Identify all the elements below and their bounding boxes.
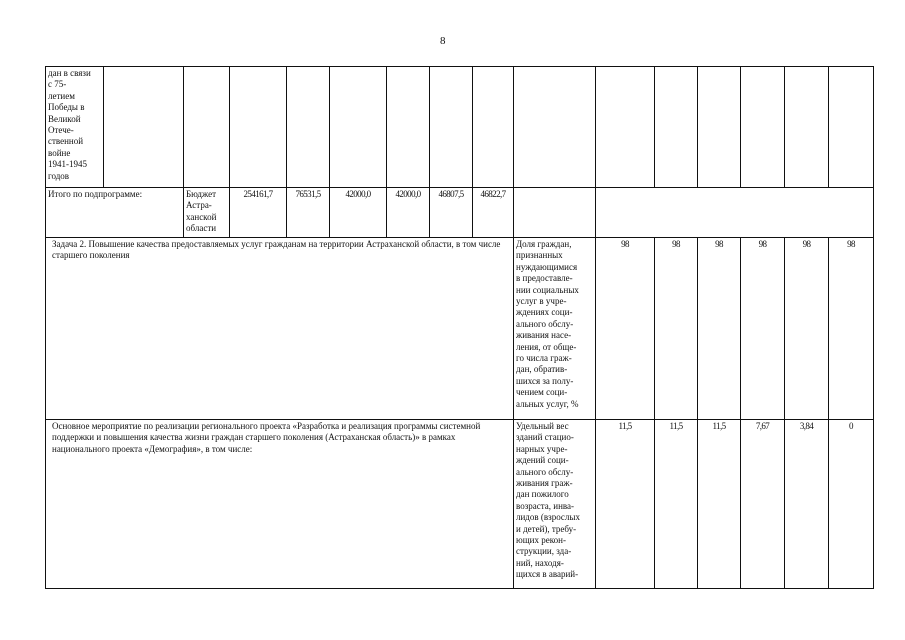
indicator-line: живания граж- (516, 478, 573, 489)
indicator-line: живания насе- (516, 330, 572, 341)
indicator-line: дан, обратив- (516, 364, 568, 375)
indicator-line: ждений соци- (516, 455, 569, 466)
task-2-indicator (516, 239, 595, 410)
subprogram-total-label: Итого по подпрограмме: (48, 189, 143, 199)
indicator-line: щихся в аварий- (516, 569, 579, 580)
task-2-value: 98 (802, 239, 811, 249)
page-number: 8 (440, 35, 446, 47)
row1-name (48, 68, 103, 182)
total-value: 76531,5 (295, 189, 321, 199)
row1-name-line: с 75- (48, 79, 67, 90)
total-value: 46822,7 (480, 189, 506, 199)
indicator-line: Удельный вес (516, 421, 569, 431)
funding-source-line: области (186, 223, 217, 234)
indicator-line: ждениях соци- (516, 307, 573, 318)
indicator-line: лидов (взрослых (516, 512, 580, 523)
task-2-value: 98 (672, 239, 680, 249)
row1-name-line: дан в связи (48, 68, 91, 78)
indicator-line: услуг в учре- (516, 296, 567, 307)
indicator-line: ления, от обще- (516, 341, 577, 352)
indicator-line: чением соци- (516, 387, 568, 398)
funding-source-line: Бюджет (186, 189, 217, 199)
funding-source (186, 189, 228, 235)
indicator-line: ний, находя- (516, 557, 564, 568)
row1-name-line: Отече- (48, 125, 74, 136)
row1-name-line: Великой (48, 113, 81, 124)
row1-name-line: ственной (48, 136, 84, 147)
row1-name-line: годов (48, 170, 70, 181)
indicator-line: нарных учре- (516, 443, 568, 454)
main-activity-value: 11,5 (669, 421, 683, 431)
indicator-line: признанных (516, 250, 563, 261)
indicator-line: нуждающимися (516, 261, 578, 272)
row1-name-line: войне (48, 147, 71, 158)
total-value: 254161,7 (243, 189, 273, 199)
task-2-value: 98 (758, 239, 767, 249)
task-2-description: Задача 2. Повышение качества предоставляемых услуг гражданам на территории Астраханской области, в том числе старшего поколения (52, 239, 501, 261)
indicator-line: зданий стацио- (516, 432, 574, 443)
funding-source-line: ханской (186, 211, 217, 222)
indicator-line: Доля граждан, (516, 239, 572, 249)
task-2-value: 98 (621, 239, 629, 249)
indicator-line: в предоставле- (516, 273, 573, 284)
main-activity-description: Основное мероприятие по реализации регионального проекта «Разработка и реализация программы системной поддержки и повышения качества жизни граждан старшего поколения (Астраханская область)» в рамках национального проекта «Демография», в том числе: (52, 421, 481, 454)
indicator-line: ального обслу- (516, 318, 574, 329)
total-value: 42000,0 (395, 189, 421, 199)
indicator-line: струкции, зда- (516, 546, 572, 557)
indicator-line: и детей), требу- (516, 523, 577, 534)
main-activity-value: 11,5 (618, 421, 632, 431)
indicator-line: нии социальных (516, 284, 579, 295)
task-2-value: 98 (847, 239, 855, 249)
task-2-value: 98 (715, 239, 723, 249)
indicator-line: ющих рекон- (516, 535, 566, 546)
total-value: 42000,0 (345, 189, 371, 199)
main-activity-value: 3,84 (799, 421, 814, 431)
indicator-line: альных услуг, % (516, 398, 579, 409)
row1-name-line: Победы в (48, 102, 85, 113)
main-activity-indicator (516, 421, 595, 581)
indicator-line: шихся за полу- (516, 375, 574, 386)
indicator-line: возраста, инва- (516, 500, 575, 511)
indicator-line: го числа граж- (516, 353, 572, 364)
funding-source-line: Астра- (186, 200, 212, 211)
total-value: 46807,5 (438, 189, 464, 199)
row1-name-line: 1941-1945 (48, 159, 87, 170)
row1-name-line: летием (48, 90, 75, 101)
main-activity-value: 0 (849, 421, 853, 431)
main-activity-value: 7,67 (755, 421, 770, 431)
indicator-line: ального обслу- (516, 466, 574, 477)
indicator-line: дан пожилого (516, 489, 569, 500)
main-activity-value: 11,5 (712, 421, 726, 431)
